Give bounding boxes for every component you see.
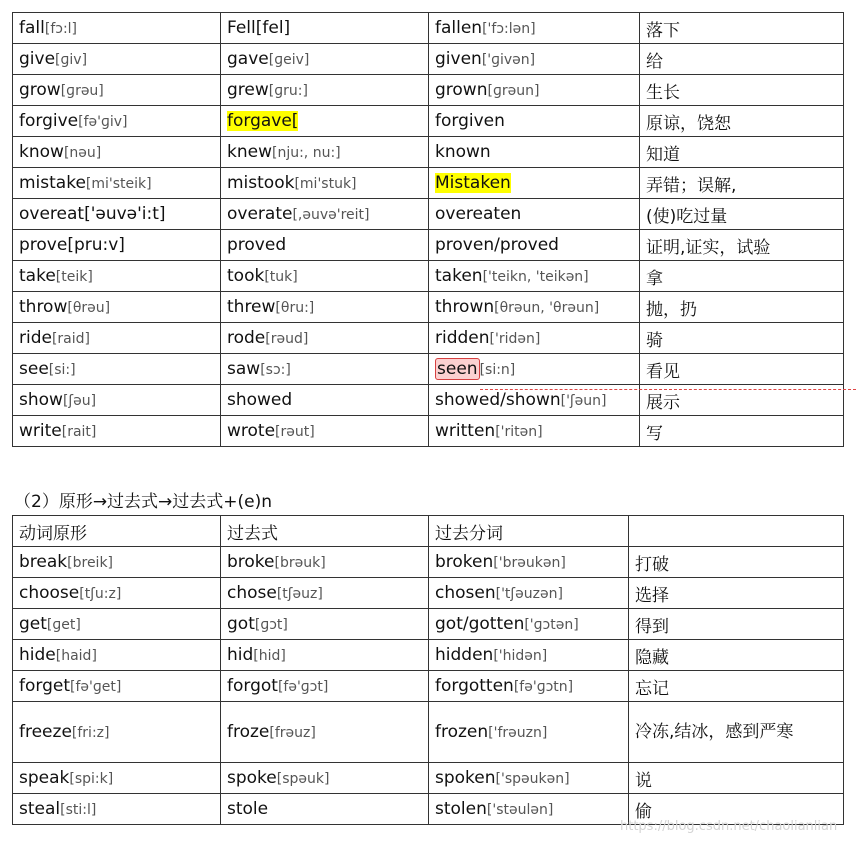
verb-cell — [13, 609, 221, 640]
verb-form: grown — [435, 80, 488, 100]
verb-cell — [221, 702, 429, 763]
table-row — [13, 75, 844, 106]
verb-form: see — [19, 359, 49, 379]
verb-form: steal — [19, 799, 61, 819]
phonetic: [,əuvə'reit] — [292, 207, 370, 223]
verb-form: saw — [227, 359, 261, 379]
phonetic: [brəuk] — [274, 555, 326, 571]
phonetic: ['hidən] — [493, 648, 548, 664]
verb-form: seen — [437, 359, 478, 379]
phonetic: ['ɡɔtən] — [524, 617, 579, 633]
verb-form: hid — [227, 645, 254, 665]
phonetic: [fə'ɡɔt] — [277, 679, 329, 695]
verb-cell — [429, 230, 640, 261]
verb-cell — [221, 763, 429, 794]
verb-form: write — [19, 421, 62, 441]
verb-cell — [13, 75, 221, 106]
meaning-cell: 给 — [640, 44, 844, 75]
verb-form: forgotten — [435, 676, 514, 696]
verb-cell — [13, 763, 221, 794]
verb-form: fallen — [435, 18, 483, 38]
verb-cell — [221, 230, 429, 261]
verb-cell — [13, 794, 221, 825]
phonetic: [ʃəu] — [62, 393, 97, 409]
verb-cell — [221, 292, 429, 323]
table-header-row — [13, 516, 844, 547]
verb-cell — [13, 671, 221, 702]
verb-form: written — [435, 421, 496, 441]
table-row — [13, 261, 844, 292]
verb-cell — [13, 702, 221, 763]
phonetic: [ɡiv] — [55, 52, 88, 68]
table-row — [13, 44, 844, 75]
verb-form: Fell[fel] — [227, 18, 291, 38]
verb-cell — [221, 323, 429, 354]
verb-cell — [429, 323, 640, 354]
verb-cell — [429, 292, 640, 323]
verb-form: stole — [227, 799, 269, 819]
meaning-cell: (使)吃过量 — [640, 199, 844, 230]
table-row — [13, 13, 844, 44]
verb-cell — [221, 794, 429, 825]
verb-cell — [429, 168, 640, 199]
phonetic: [fri:z] — [71, 725, 110, 741]
verb-form: spoke — [227, 768, 277, 788]
verb-form: froze — [227, 722, 270, 742]
table-row — [13, 547, 844, 578]
phonetic: [mi'stuk] — [294, 176, 357, 192]
verb-form: took — [227, 266, 265, 286]
verb-cell — [221, 609, 429, 640]
table-row — [13, 199, 844, 230]
phonetic: ['ritən] — [495, 424, 543, 440]
verb-form: hidden — [435, 645, 494, 665]
verb-cell — [221, 416, 429, 447]
verb-form: forgave[ — [227, 111, 299, 131]
meaning-cell: 展示 — [640, 385, 844, 416]
meaning-cell: 抛，扔 — [640, 292, 844, 323]
verb-form: forget — [19, 676, 70, 696]
phonetic: ['frəuzn] — [488, 725, 548, 741]
verb-cell — [221, 75, 429, 106]
meaning-cell: 冷冻,结冰，感到严寒 — [629, 702, 844, 763]
meaning-cell: 生长 — [640, 75, 844, 106]
verb-cell — [429, 671, 629, 702]
verb-cell — [13, 106, 221, 137]
verb-form: freeze — [19, 722, 72, 742]
verb-cell — [13, 385, 221, 416]
phonetic: [spəuk] — [276, 771, 330, 787]
table-row — [13, 416, 844, 447]
phonetic: [nəu] — [63, 145, 102, 161]
verb-cell — [13, 261, 221, 292]
verb-form: know — [19, 142, 64, 162]
phonetic: [raid] — [51, 331, 91, 347]
table-row — [13, 106, 844, 137]
verb-cell — [13, 416, 221, 447]
phonetic: [ɡrəu] — [60, 83, 104, 99]
table-row — [13, 671, 844, 702]
verb-form: mistake — [19, 173, 86, 193]
table-row — [13, 323, 844, 354]
dashed-annotation-line — [480, 389, 856, 390]
phonetic: [ɡet] — [46, 617, 81, 633]
meaning-cell: 打破 — [629, 547, 844, 578]
meaning-cell: 证明,证实，试验 — [640, 230, 844, 261]
verb-form: proved — [227, 235, 287, 255]
phonetic: [si:] — [48, 362, 76, 378]
verb-form: forgiven — [435, 111, 505, 131]
verb-form: chosen — [435, 583, 496, 603]
meaning-cell: 弄错；误解, — [640, 168, 844, 199]
verb-cell — [13, 44, 221, 75]
phonetic: [sti:l] — [60, 802, 97, 818]
verb-cell — [13, 578, 221, 609]
verb-form: show — [19, 390, 63, 410]
meaning-cell: 偷 — [629, 794, 844, 825]
verb-cell — [221, 13, 429, 44]
verb-table-2 — [12, 515, 844, 825]
phonetic: [ɡru:] — [268, 83, 308, 99]
verb-cell — [13, 547, 221, 578]
table-row — [13, 292, 844, 323]
verb-form: thrown — [435, 297, 495, 317]
verb-table-1 — [12, 12, 844, 447]
meaning-cell: 拿 — [640, 261, 844, 292]
verb-cell — [429, 763, 629, 794]
phonetic: ['fɔ:lən] — [482, 21, 536, 37]
verb-form: showed — [227, 390, 293, 410]
verb-cell — [429, 137, 640, 168]
phonetic: ['stəulən] — [486, 802, 554, 818]
phonetic: [rait] — [61, 424, 97, 440]
verb-cell — [13, 199, 221, 230]
phonetic: ['teikn, 'teikən] — [482, 269, 589, 285]
verb-form: gave — [227, 49, 269, 69]
verb-cell — [221, 137, 429, 168]
verb-form: take — [19, 266, 56, 286]
verb-cell — [221, 578, 429, 609]
phonetic: [ɡrəun] — [487, 83, 540, 99]
phonetic: [tuk] — [264, 269, 298, 285]
verb-cell — [221, 106, 429, 137]
phonetic: [frəuz] — [269, 725, 316, 741]
verb-cell — [429, 354, 640, 385]
verb-cell — [429, 578, 629, 609]
verb-cell — [221, 354, 429, 385]
meaning-cell: 隐藏 — [629, 640, 844, 671]
verb-form: get — [19, 614, 47, 634]
phonetic: [si:n] — [479, 362, 516, 378]
verb-form: showed/shown — [435, 390, 561, 410]
verb-cell — [13, 168, 221, 199]
verb-form: knew — [227, 142, 272, 162]
verb-form: known — [435, 142, 491, 162]
verb-cell — [429, 106, 640, 137]
verb-form: rode — [227, 328, 266, 348]
verb-cell — [429, 199, 640, 230]
verb-cell — [13, 230, 221, 261]
phonetic: [mi'steik] — [85, 176, 152, 192]
verb-form: speak — [19, 768, 70, 788]
phonetic: [nju:, nu:] — [271, 145, 341, 161]
phonetic: ['tʃəuzən] — [495, 586, 563, 602]
verb-cell — [13, 354, 221, 385]
verb-cell — [429, 794, 629, 825]
phonetic: ['ridən] — [489, 331, 541, 347]
phonetic: [haid] — [55, 648, 97, 664]
meaning-cell: 看见 — [640, 354, 844, 385]
verb-cell — [221, 261, 429, 292]
verb-cell — [221, 640, 429, 671]
watermark: https://blog.csdn.net/chaolianlian — [620, 819, 838, 834]
phonetic: [θrəun, 'θrəun] — [494, 300, 600, 316]
verb-form: ride — [19, 328, 52, 348]
verb-form: got/gotten — [435, 614, 525, 634]
verb-form: broke — [227, 552, 275, 572]
verb-cell — [429, 640, 629, 671]
verb-form: wrote — [227, 421, 276, 441]
verb-cell — [13, 13, 221, 44]
table-row — [13, 702, 844, 763]
phonetic: ['ʃəun] — [560, 393, 607, 409]
phonetic: [spi:k] — [69, 771, 114, 787]
verb-form: chose — [227, 583, 277, 603]
verb-form: throw — [19, 297, 68, 317]
phonetic: [fə'ɡiv] — [78, 114, 128, 130]
header-cell: 动词原形 — [13, 516, 221, 547]
table-row — [13, 230, 844, 261]
verb-form: grow — [19, 80, 61, 100]
meaning-cell: 得到 — [629, 609, 844, 640]
verb-cell — [429, 547, 629, 578]
meaning-cell: 知道 — [640, 137, 844, 168]
verb-cell — [221, 44, 429, 75]
phonetic: [breik] — [67, 555, 114, 571]
verb-form: overeat['əuvə'i:t] — [19, 204, 166, 224]
verb-cell — [13, 137, 221, 168]
table-row — [13, 609, 844, 640]
verb-form: given — [435, 49, 482, 69]
phonetic: [fɔ:l] — [44, 21, 78, 37]
verb-form: choose — [19, 583, 80, 603]
table-row — [13, 763, 844, 794]
phonetic: [ɡɔt] — [254, 617, 288, 633]
verb-form: overate — [227, 204, 293, 224]
phonetic: [teik] — [55, 269, 93, 285]
verb-cell — [221, 168, 429, 199]
verb-cell — [13, 640, 221, 671]
verb-cell — [221, 385, 429, 416]
verb-form: Mistaken — [435, 173, 511, 193]
verb-cell — [429, 75, 640, 106]
verb-form: mistook — [227, 173, 295, 193]
phonetic: [rəut] — [275, 424, 315, 440]
meaning-cell: 忘记 — [629, 671, 844, 702]
verb-cell — [13, 323, 221, 354]
verb-cell — [429, 702, 629, 763]
verb-form: spoken — [435, 768, 496, 788]
table-row — [13, 640, 844, 671]
verb-form: forgive — [19, 111, 79, 131]
meaning-cell: 说 — [629, 763, 844, 794]
verb-form: threw — [227, 297, 276, 317]
verb-cell — [429, 261, 640, 292]
verb-cell — [13, 292, 221, 323]
verb-form: frozen — [435, 722, 489, 742]
phonetic: [sɔ:] — [260, 362, 291, 378]
meaning-cell: 骑 — [640, 323, 844, 354]
verb-form: break — [19, 552, 68, 572]
verb-cell — [221, 547, 429, 578]
verb-form: stolen — [435, 799, 487, 819]
verb-cell — [429, 13, 640, 44]
meaning-cell: 选择 — [629, 578, 844, 609]
verb-form: ridden — [435, 328, 490, 348]
phonetic: [hid] — [253, 648, 286, 664]
header-cell: 过去式 — [221, 516, 429, 547]
table-row — [13, 137, 844, 168]
phonetic: [ɡeiv] — [268, 52, 310, 68]
table-row — [13, 578, 844, 609]
meaning-cell: 落下 — [640, 13, 844, 44]
section-2-title: （2）原形→过去式→过去式+(e)n — [14, 492, 273, 512]
table-row — [13, 354, 844, 385]
meaning-cell: 写 — [640, 416, 844, 447]
phonetic: [fə'ɡet] — [70, 679, 122, 695]
verb-form: forgot — [227, 676, 278, 696]
verb-form: hide — [19, 645, 56, 665]
verb-form: prove[pru:v] — [19, 235, 125, 255]
phonetic: [θru:] — [275, 300, 315, 316]
verb-form: grew — [227, 80, 269, 100]
verb-form: fall — [19, 18, 45, 38]
verb-cell — [429, 416, 640, 447]
verb-form: proven/proved — [435, 235, 559, 255]
header-cell — [629, 516, 844, 547]
meaning-cell: 原谅，饶恕 — [640, 106, 844, 137]
phonetic: [θrəu] — [67, 300, 111, 316]
phonetic: ['ɡivən] — [481, 52, 536, 68]
verb-form: give — [19, 49, 56, 69]
verb-form: got — [227, 614, 255, 634]
header-cell: 过去分词 — [429, 516, 629, 547]
verb-form: overeaten — [435, 204, 522, 224]
phonetic: ['spəukən] — [495, 771, 570, 787]
phonetic: [rəud] — [265, 331, 309, 347]
verb-form: broken — [435, 552, 494, 572]
phonetic: [fə'ɡɔtn] — [513, 679, 574, 695]
table-row — [13, 168, 844, 199]
verb-cell — [429, 609, 629, 640]
verb-cell — [221, 199, 429, 230]
verb-cell — [221, 671, 429, 702]
verb-cell — [429, 44, 640, 75]
phonetic: [tʃəuz] — [276, 586, 323, 602]
phonetic: [tʃu:z] — [79, 586, 122, 602]
verb-form: taken — [435, 266, 483, 286]
phonetic: ['brəukən] — [493, 555, 566, 571]
